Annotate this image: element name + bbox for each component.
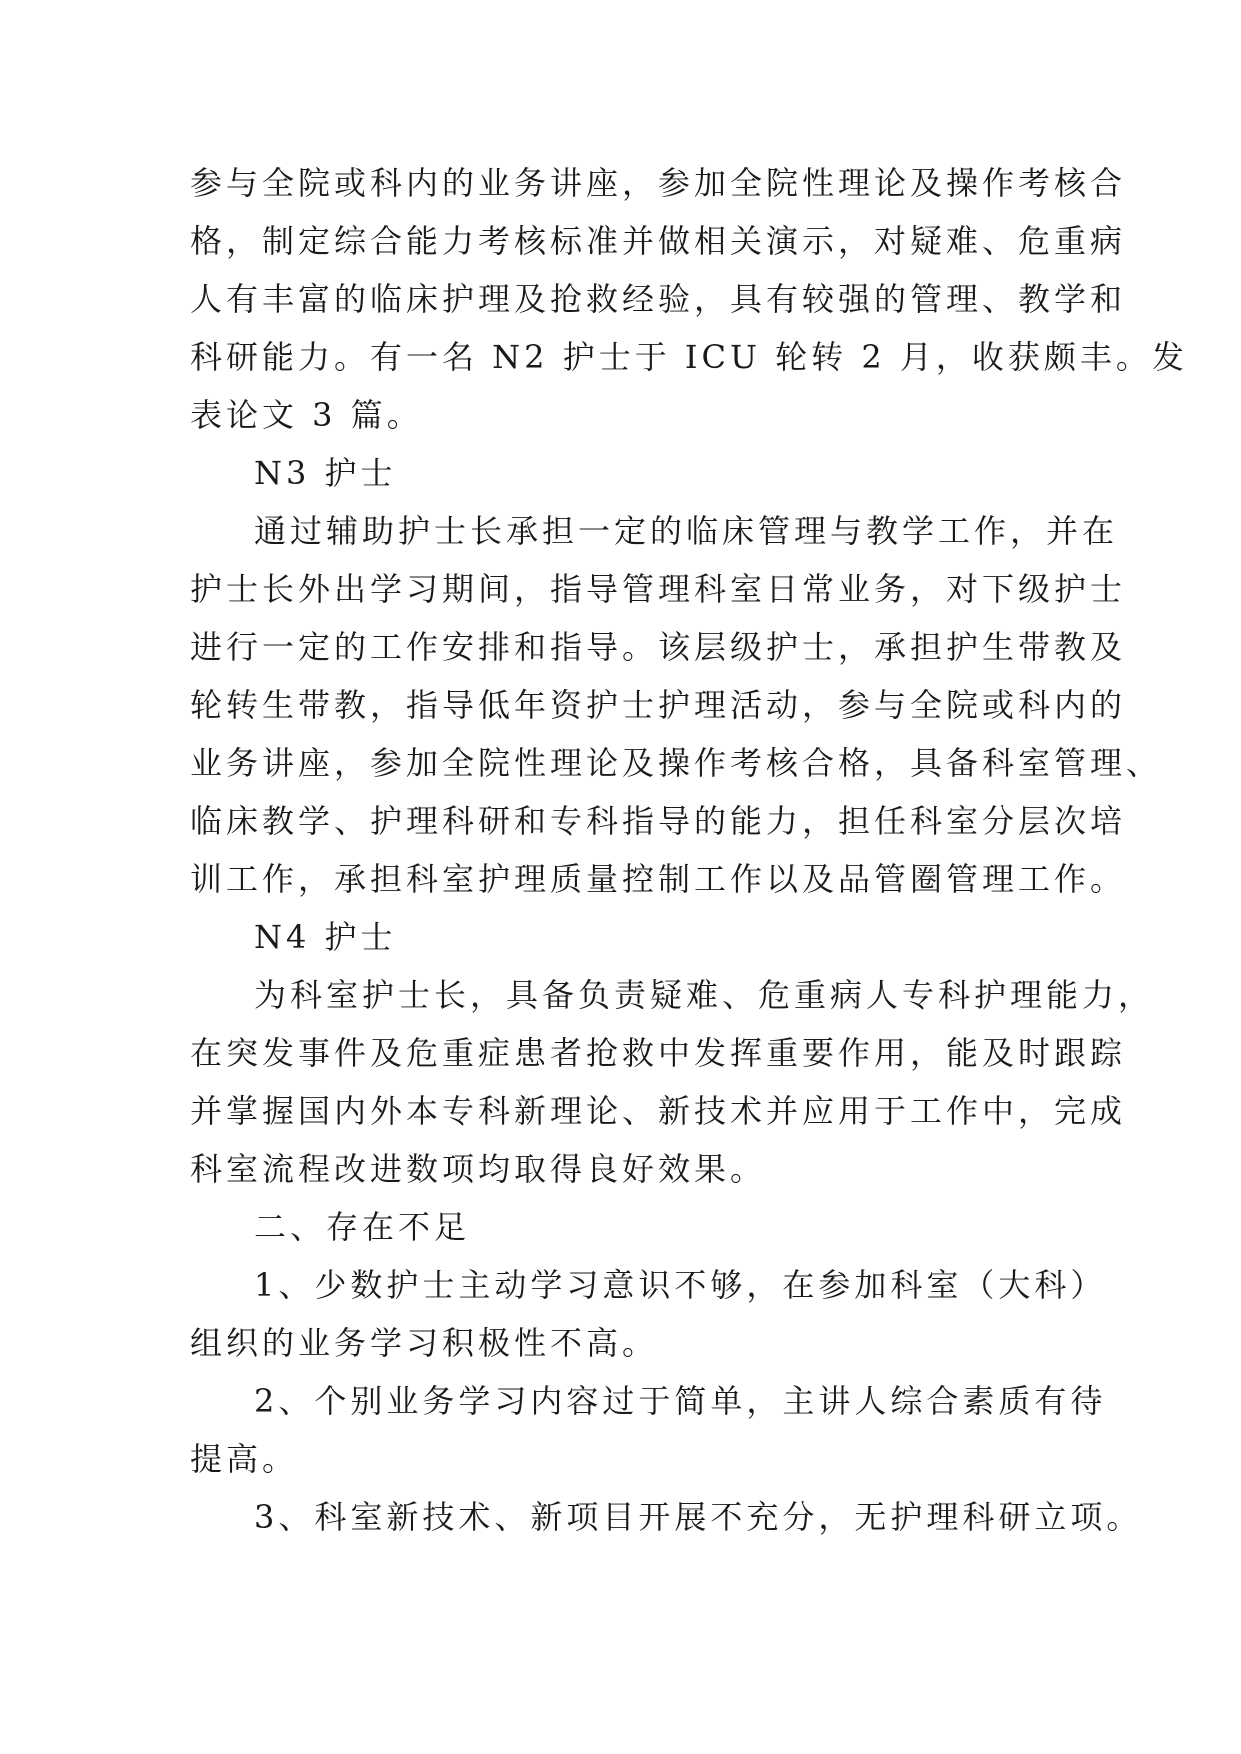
text-line: 在突发事件及危重症患者抢救中发挥重要作用，能及时跟踪: [190, 1034, 1127, 1072]
text-line: 为科室护士长，具备负责疑难、危重病人专科护理能力，: [254, 976, 1155, 1014]
text-line: 护士长外出学习期间，指导管理科室日常业务，对下级护士: [190, 570, 1127, 608]
text-line: 临床教学、护理科研和专科指导的能力，担任科室分层次培: [190, 802, 1127, 840]
text-line: 进行一定的工作安排和指导。该层级护士，承担护生带教及: [190, 628, 1127, 666]
section-heading-shortcomings: 二、存在不足: [254, 1208, 471, 1246]
text-line: 业务讲座，参加全院性理论及操作考核合格，具备科室管理、: [190, 744, 1163, 782]
list-item-2: 2、个别业务学习内容过于简单，主讲人综合素质有待: [254, 1382, 1107, 1420]
text-line: 科室流程改进数项均取得良好效果。: [190, 1150, 767, 1188]
text-line: 格，制定综合能力考核标准并做相关演示，对疑难、危重病: [190, 222, 1127, 260]
list-item-1: 1、少数护士主动学习意识不够，在参加科室（大科）: [254, 1266, 1107, 1304]
section-heading-n4: N4 护士: [254, 918, 397, 956]
text-line: 表论文 3 篇。: [190, 396, 423, 434]
text-line: 提高。: [190, 1440, 299, 1478]
text-line: 组织的业务学习积极性不高。: [190, 1324, 659, 1362]
document-body: [190, 154, 1188, 1546]
text-line: 科研能力。有一名 N2 护士于 ICU 轮转 2 月，收获颇丰。发: [190, 338, 1188, 376]
text-line: 训工作，承担科室护理质量控制工作以及品管圈管理工作。: [190, 860, 1127, 898]
list-item-3: 3、科室新技术、新项目开展不充分，无护理科研立项。: [254, 1498, 1143, 1536]
section-heading-n3: N3 护士: [254, 454, 397, 492]
text-line: 通过辅助护士长承担一定的临床管理与教学工作，并在: [254, 512, 1119, 550]
text-line: 人有丰富的临床护理及抢救经验，具有较强的管理、教学和: [190, 280, 1127, 318]
text-line: 并掌握国内外本专科新理论、新技术并应用于工作中，完成: [190, 1092, 1127, 1130]
text-line: 轮转生带教，指导低年资护士护理活动，参与全院或科内的: [190, 686, 1127, 724]
text-line: 参与全院或科内的业务讲座，参加全院性理论及操作考核合: [190, 164, 1127, 202]
